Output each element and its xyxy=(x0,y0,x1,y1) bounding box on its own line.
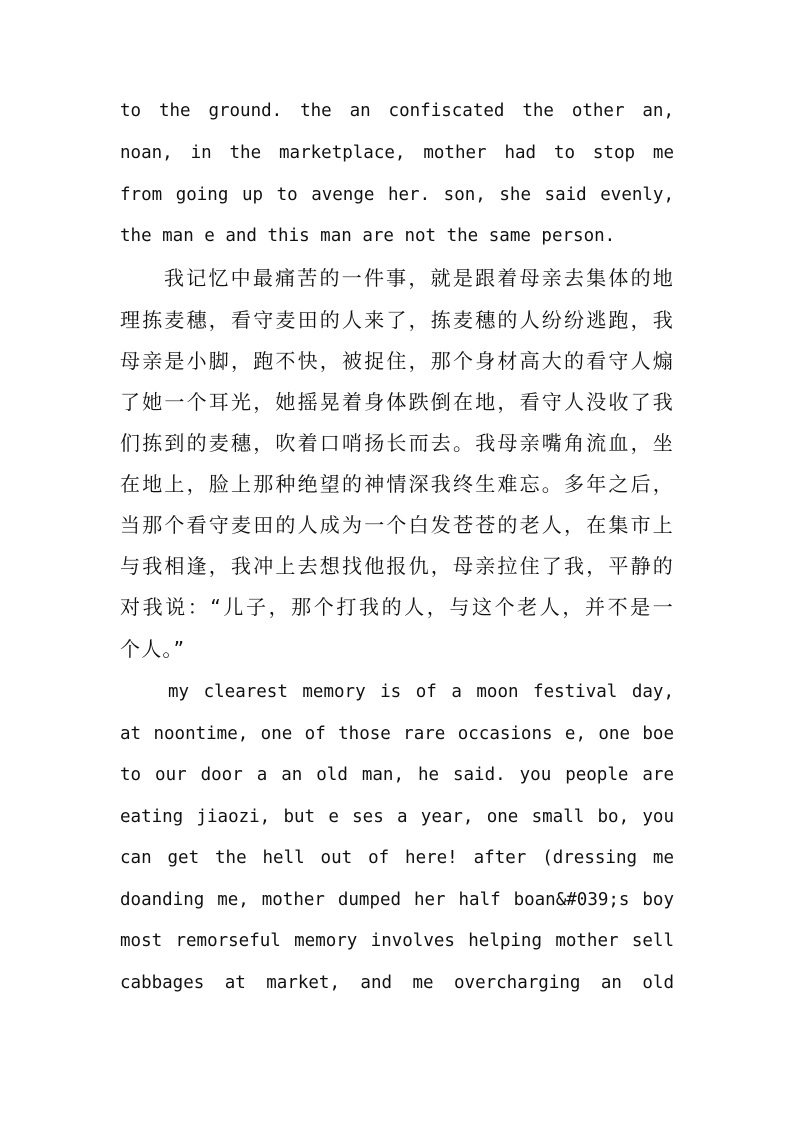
text-line: 当那个看守麦田的人成为一个白发苍苍的老人，在集市上 xyxy=(120,513,674,537)
text-line: 母亲是小脚，跑不快，被捉住，那个身材高大的看守人煽 xyxy=(120,349,674,373)
text-line: most remorseful memory involves helping mother sell xyxy=(120,931,674,951)
text-line: at noontime, one of those rare occasions e, one boe xyxy=(120,724,674,744)
text-line: 与我相逢，我冲上去想找他报仇，母亲拉住了我，平静的 xyxy=(120,554,674,578)
text-line: eating jiaozi, but e ses a year, one small bo, you xyxy=(120,807,674,827)
text-line: 我记忆中最痛苦的一件事，就是跟着母亲去集体的地 xyxy=(164,266,674,290)
text-line: 个人。” xyxy=(120,637,186,661)
text-line: 了她一个耳光，她摇晃着身体跌倒在地，看守人没收了我 xyxy=(120,390,674,414)
text-line: to the ground. the an confiscated the other an, xyxy=(120,101,674,121)
text-line: 们拣到的麦穗，吹着口哨扬长而去。我母亲嘴角流血，坐 xyxy=(120,431,674,455)
text-line: cabbages at market, and me overcharging an old xyxy=(120,973,674,993)
text-line: 理拣麦穗，看守麦田的人来了，拣麦穗的人纷纷逃跑，我 xyxy=(120,308,674,332)
text-line: can get the hell out of here! after (dressing me xyxy=(120,848,674,868)
text-line: to our door a an old man, he said. you people are xyxy=(120,765,674,785)
text-line: the man e and this man are not the same person. xyxy=(120,226,616,246)
text-line: 在地上，脸上那种绝望的神情深我终生难忘。多年之后， xyxy=(120,472,674,496)
text-line: from going up to avenge her. son, she said evenly, xyxy=(120,185,674,205)
text-line: doanding me, mother dumped her half boan&#039;s boy xyxy=(120,890,674,910)
text-line: 对我说：“儿子，那个打我的人，与这个老人，并不是一 xyxy=(120,595,674,619)
text-line: noan, in the marketplace, mother had to stop me xyxy=(120,143,674,163)
text-line: my clearest memory is of a moon festival day, xyxy=(168,682,674,702)
